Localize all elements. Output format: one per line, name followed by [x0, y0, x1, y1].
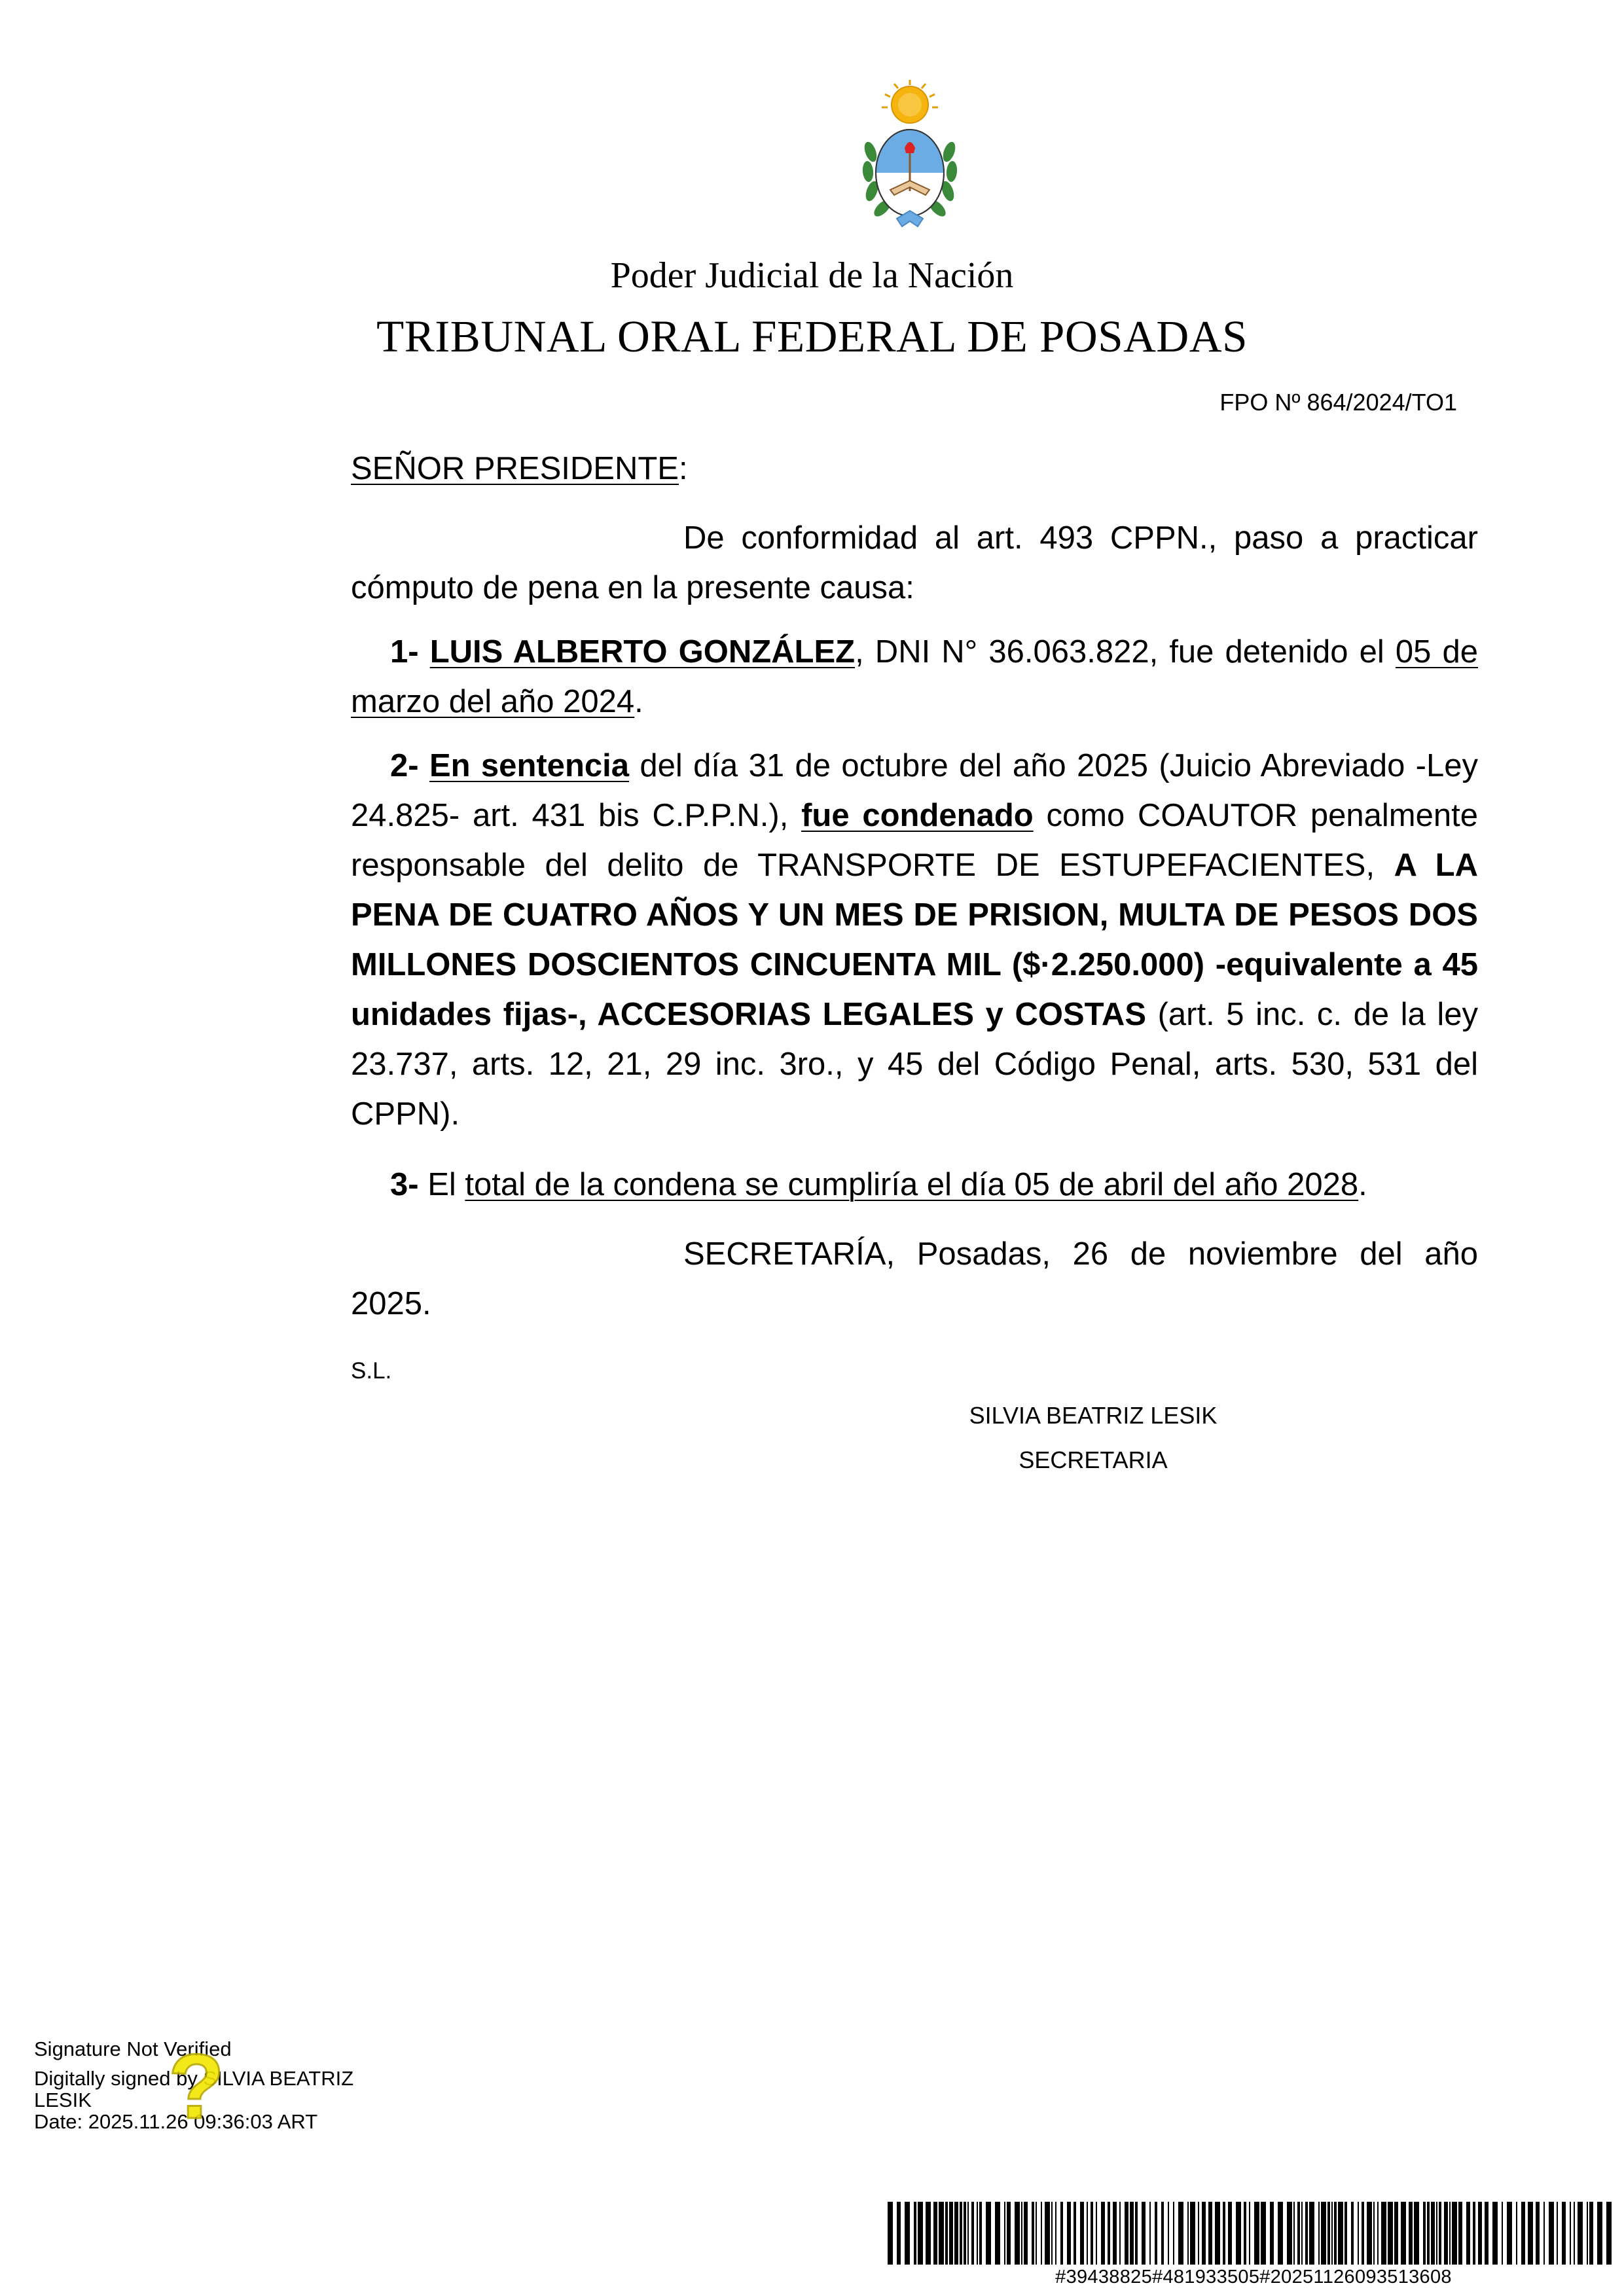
defendant-name: LUIS ALBERTO GONZÁLEZ — [429, 634, 856, 670]
barcode-bar — [1293, 2202, 1295, 2265]
barcode-bar — [1528, 2202, 1533, 2265]
barcode-bar — [1521, 2202, 1525, 2265]
barcode-bar — [1458, 2202, 1462, 2265]
barcode-bar — [1067, 2202, 1071, 2265]
salutation-text: SEÑOR PRESIDENTE — [351, 451, 679, 486]
sentence-completion: total de la condena se cumpliría el día 05 de abril del año 2028 — [465, 1167, 1359, 1202]
barcode-bar — [995, 2202, 1000, 2265]
barcode-bar — [1287, 2202, 1292, 2265]
barcode-bar — [1305, 2202, 1308, 2265]
en-sentencia: En sentencia — [429, 748, 629, 783]
barcode-bar — [1215, 2202, 1220, 2265]
signer-title: SECRETARIA — [1019, 1446, 1168, 1473]
barcode-bar — [1597, 2202, 1602, 2265]
barcode-bar — [1149, 2202, 1151, 2265]
barcode-bar — [1562, 2202, 1566, 2265]
barcode-bar — [1401, 2202, 1406, 2265]
barcode-bar — [1155, 2202, 1157, 2265]
barcode-bar — [1536, 2202, 1540, 2265]
barcode-bar — [1321, 2202, 1326, 2265]
svg-text:?: ? — [168, 2041, 225, 2132]
barcode-bar — [1373, 2202, 1375, 2265]
unverified-question-mark-icon — [164, 2041, 229, 2132]
barcode-bar — [1318, 2202, 1320, 2265]
barcode-bar — [1261, 2202, 1266, 2265]
detention-date: 05 de marzo del año 2024 — [351, 634, 1478, 719]
barcode-bar — [1278, 2202, 1283, 2265]
barcode-bar — [1549, 2202, 1554, 2265]
barcode-bar — [1060, 2202, 1063, 2265]
barcode-bar — [1414, 2202, 1419, 2265]
barcode-bar — [1055, 2202, 1056, 2265]
barcode-bar — [1254, 2202, 1259, 2265]
barcode-bar — [1101, 2202, 1105, 2265]
initials: S.L. — [351, 1358, 392, 1384]
barcode-bar — [926, 2202, 931, 2265]
barcode-bar — [1358, 2202, 1359, 2265]
barcode-bar — [1190, 2202, 1195, 2265]
barcode-bar — [964, 2202, 966, 2265]
barcode-bar — [1478, 2202, 1482, 2265]
barcode-bar — [1606, 2202, 1612, 2265]
barcode-bar — [1087, 2202, 1088, 2265]
paragraph-item-3: 3- El total de la condena se cumpliría el día 05 de abril del año 2028. — [390, 1167, 1367, 1202]
barcode-bar — [949, 2202, 953, 2265]
salutation-colon: : — [678, 451, 688, 486]
barcode-bar — [1007, 2202, 1011, 2265]
barcode-bar — [1427, 2202, 1430, 2265]
barcode-bar — [1125, 2202, 1128, 2265]
barcode-bar — [1168, 2202, 1169, 2265]
barcode-bar — [1543, 2202, 1545, 2265]
barcode-bar — [1557, 2202, 1558, 2265]
barcode-bar — [1021, 2202, 1022, 2265]
barcode-bar — [1431, 2202, 1435, 2265]
barcode-bar — [1516, 2202, 1517, 2265]
barcode-bar — [1367, 2202, 1372, 2265]
signature-status: Signature Not Verified — [34, 2037, 232, 2060]
barcode-bar — [971, 2202, 974, 2265]
barcode-bar — [1244, 2202, 1246, 2265]
barcode-bar — [1108, 2202, 1110, 2265]
judiciary-title: Poder Judicial de la Nación — [610, 255, 1014, 296]
barcode-bar — [977, 2202, 978, 2265]
barcode-bar — [1208, 2202, 1212, 2265]
barcode-bar — [1334, 2202, 1337, 2265]
barcode-bar — [1032, 2202, 1034, 2265]
intro-paragraph: De conformidad al art. 493 CPPN., paso a practicar cómputo de pena en la presente causa: — [351, 520, 1478, 605]
barcode-bar — [1074, 2202, 1076, 2265]
barcode-bar — [1051, 2202, 1053, 2265]
item2-number: 2- — [390, 748, 419, 783]
barcode-bar — [1574, 2202, 1575, 2265]
barcode-bar — [1236, 2202, 1241, 2265]
barcode-bar — [1423, 2202, 1426, 2265]
barcode-bar — [1130, 2202, 1134, 2265]
barcode-bar — [1309, 2202, 1314, 2265]
barcode-bar — [954, 2202, 958, 2265]
court-title: TRIBUNAL ORAL FEDERAL DE POSADAS — [376, 312, 1248, 361]
barcode-bar — [1362, 2202, 1364, 2265]
barcode-bar — [986, 2202, 991, 2265]
barcode-bar — [1297, 2202, 1300, 2265]
barcode-bar — [888, 2202, 893, 2265]
barcode-bar — [1041, 2202, 1042, 2265]
barcode-bar — [918, 2202, 923, 2265]
barcode-bar — [1589, 2202, 1593, 2265]
signature-date: Date: 2025.11.26 09:36:03 ART — [34, 2110, 318, 2133]
barcode-bar — [1331, 2202, 1333, 2265]
barcode-bar — [1587, 2202, 1588, 2265]
barcode-bar — [1570, 2202, 1571, 2265]
barcode-bar — [1327, 2202, 1330, 2265]
barcode-bar — [1452, 2202, 1457, 2265]
barcode-bar — [1249, 2202, 1250, 2265]
barcode-bar — [1202, 2202, 1206, 2265]
barcode-bar — [1142, 2202, 1146, 2265]
barcode-bar — [1024, 2202, 1028, 2265]
signature-signed-by: Digitally signed by SILVIA BEATRIZ — [34, 2067, 354, 2090]
barcode-bar — [1444, 2202, 1448, 2265]
barcode-bar — [1466, 2202, 1470, 2265]
barcode-bar — [1161, 2202, 1164, 2265]
barcode-bar — [1473, 2202, 1475, 2265]
barcode-bar — [1394, 2202, 1398, 2265]
signature-signed-by-cont: LESIK — [34, 2089, 92, 2111]
barcode-bar — [979, 2202, 982, 2265]
barcode-bar — [1578, 2202, 1583, 2265]
paragraph-item-2: 2- En sentencia del día 31 de octubre del año 2025 (Juicio Abreviado -Ley 24.825- art. 431 bis C.P.P.N.), fue condenado como COAUTOR penalmente responsable del delito de TRANSPORTE DE ESTUPEFACIENTES, A LA PENA DE CUATRO AÑOS Y UN MES DE PRISION, MULTA DE PESOS DOS MILLONES DOSCIENTOS CINCUENTA MIL ($·2.250.000) -equivalente a 45 unidades fijas-, ACCESORIAS LEGALES y COSTAS (art. 5 inc. c. de la ley 23.737, arts. 12, 21, 29 inc. 3ro., y 45 del Código Penal, arts. 530, 531 del CPPN). — [351, 748, 1479, 1132]
barcode-bar — [1119, 2202, 1121, 2265]
barcode-bar — [914, 2202, 916, 2265]
barcode-bar — [1351, 2202, 1354, 2265]
barcode-bar — [1301, 2202, 1303, 2265]
barcode-bar — [905, 2202, 910, 2265]
barcode-bar — [897, 2202, 901, 2265]
paragraph-item-1: 1- LUIS ALBERTO GONZÁLEZ, DNI N° 36.063.822, fue detenido el 05 de marzo del año 2024. — [351, 634, 1478, 719]
fue-condenado: fue condenado — [801, 798, 1034, 833]
barcode-bar — [1439, 2202, 1441, 2265]
barcode-bar — [1502, 2202, 1503, 2265]
item1-number: 1- — [390, 634, 419, 670]
barcode-bar — [1015, 2202, 1020, 2265]
case-number: FPO Nº 864/2024/TO1 — [1219, 389, 1457, 416]
barcode-bar — [1507, 2202, 1512, 2265]
shield-icon — [876, 130, 944, 216]
coat-of-arms-emblem — [857, 80, 962, 232]
barcode-bar — [933, 2202, 937, 2265]
legal-articles: (art. 5 inc. c. de la ley 23.737, arts. 12, 21, 29 inc. 3ro., y 45 del Código Penal, arts. 530, 531 del CPPN). — [351, 997, 1478, 1132]
barcode-bar — [960, 2202, 962, 2265]
barcode-bar — [1178, 2202, 1183, 2265]
barcode-bar — [1135, 2202, 1138, 2265]
barcode-bar — [1187, 2202, 1189, 2265]
barcode-bar — [1436, 2202, 1437, 2265]
barcode-bar — [939, 2202, 944, 2265]
barcode-bar — [1344, 2202, 1347, 2265]
barcode-number: #39438825#481933505#20251126093513608 — [1055, 2267, 1452, 2287]
barcode-bar — [1492, 2202, 1498, 2265]
barcode-bar — [1338, 2202, 1343, 2265]
barcode-bar — [1113, 2202, 1117, 2265]
barcode-bar — [1036, 2202, 1037, 2265]
barcode-bar — [1173, 2202, 1174, 2265]
barcode-bar — [1045, 2202, 1050, 2265]
barcode-bar — [1004, 2202, 1005, 2265]
digital-signature-block — [34, 2038, 427, 2132]
barcode-bar — [1377, 2202, 1379, 2265]
barcode-bar — [1449, 2202, 1451, 2265]
item1-text: , DNI N° 36.063.822, fue detenido el — [855, 634, 1396, 670]
closing-paragraph: SECRETARÍA, Posadas, 26 de noviembre del año 2025. — [351, 1236, 1478, 1321]
barcode-bar — [1080, 2202, 1084, 2265]
barcode-bar — [1381, 2202, 1386, 2265]
barcode-bar — [1228, 2202, 1232, 2265]
barcode-bar — [967, 2202, 969, 2265]
sun-icon — [882, 80, 938, 123]
barcode-bar — [945, 2202, 948, 2265]
barcode — [888, 2202, 1619, 2265]
barcode-bar — [1270, 2202, 1274, 2265]
barcode-bar — [1223, 2202, 1225, 2265]
penalty-text: A LA PENA DE CUATRO AÑOS Y UN MES DE PRISION, MULTA DE PESOS DOS MILLONES DOSCIENTOS CINCUENTA MIL ($·2.250.000) -equivalente a 45 unidades fijas-, ACCESORIAS LEGALES y COSTAS — [351, 848, 1478, 1032]
barcode-bar — [1409, 2202, 1413, 2265]
barcode-bar — [1091, 2202, 1093, 2265]
barcode-bar — [1198, 2202, 1199, 2265]
barcode-bar — [1388, 2202, 1393, 2265]
barcode-bar — [1096, 2202, 1097, 2265]
signer-name: SILVIA BEATRIZ LESIK — [969, 1402, 1218, 1429]
item3-number: 3- — [390, 1167, 419, 1202]
salutation — [351, 444, 1478, 493]
barcode-bar — [1485, 2202, 1489, 2265]
